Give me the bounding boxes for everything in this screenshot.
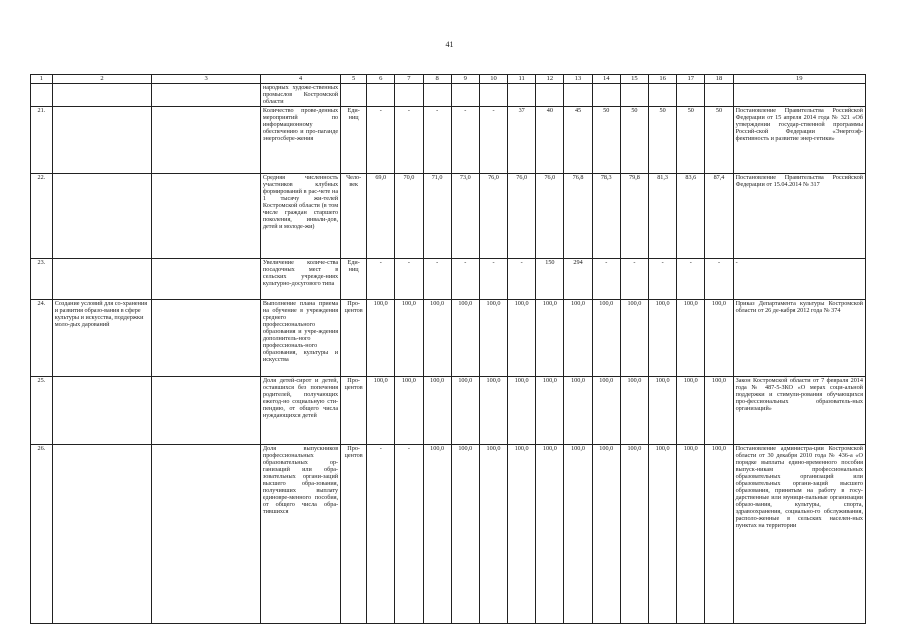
year-value: 83,6: [677, 174, 705, 259]
year-value: 100,0: [592, 377, 620, 445]
goal-cell: [52, 445, 152, 624]
basis-cell: Приказ Департамента культуры Костромской области от 26 де-кабря 2012 года № 374: [733, 300, 865, 377]
basis-cell: Постановление Правительства Российской Федерации от 15 апреля 2014 года № 321 «Об утверждении государ-ственной программы Россий-ской Федерации «Энергоэф-фективность и развитие энер-гетики»: [733, 107, 865, 174]
year-value: -: [367, 445, 395, 624]
year-value: 100,0: [705, 377, 733, 445]
year-value: 50: [705, 107, 733, 174]
header-cell-11: 11: [508, 75, 536, 84]
year-value: 100,0: [705, 445, 733, 624]
header-cell-2: 2: [52, 75, 152, 84]
header-cell-4: 4: [260, 75, 340, 84]
basis-cell: Закон Костромской области от 7 февраля 2014 года № 487-5-ЗКО «О мерах соци-альной поддержки и стимули-рования обучающихся про-фессиональных образователь-ных организаций»: [733, 377, 865, 445]
year-value: [620, 84, 648, 107]
indicator-name: Увеличение количе-ства посадочных мест в сельских учрежде-ниях культурно-досугового типа: [260, 259, 340, 300]
year-value: 69,0: [367, 174, 395, 259]
year-value: 50: [649, 107, 677, 174]
goal-cell: [52, 259, 152, 300]
task-cell: [152, 377, 260, 445]
year-value: -: [367, 107, 395, 174]
year-value: -: [620, 259, 648, 300]
year-value: 100,0: [451, 445, 479, 624]
year-value: [395, 84, 423, 107]
task-cell: [152, 84, 260, 107]
year-value: 100,0: [508, 445, 536, 624]
year-value: 100,0: [649, 300, 677, 377]
header-cell-17: 17: [677, 75, 705, 84]
header-cell-15: 15: [620, 75, 648, 84]
year-value: 150: [536, 259, 564, 300]
year-value: 37: [508, 107, 536, 174]
year-value: 100,0: [395, 300, 423, 377]
year-value: 71,0: [423, 174, 451, 259]
year-value: [508, 84, 536, 107]
task-cell: [152, 259, 260, 300]
year-value: -: [705, 259, 733, 300]
year-value: 100,0: [395, 377, 423, 445]
header-cell-5: 5: [341, 75, 367, 84]
year-value: -: [649, 259, 677, 300]
goal-cell: [52, 377, 152, 445]
header-cell-8: 8: [423, 75, 451, 84]
year-value: 100,0: [451, 377, 479, 445]
year-value: 76,0: [536, 174, 564, 259]
task-cell: [152, 445, 260, 624]
year-value: 100,0: [592, 300, 620, 377]
year-value: 40: [536, 107, 564, 174]
table-row: [31, 445, 866, 624]
year-value: 100,0: [423, 445, 451, 624]
year-value: 100,0: [536, 445, 564, 624]
goal-cell: Создание условий для со-хранения и развития образо-вания в сфере культуры и искусства, поддержки моло-дых дарований: [52, 300, 152, 377]
year-value: 294: [564, 259, 592, 300]
year-value: 100,0: [649, 377, 677, 445]
year-value: [705, 84, 733, 107]
year-value: -: [451, 259, 479, 300]
year-value: 100,0: [620, 445, 648, 624]
year-value: 100,0: [451, 300, 479, 377]
year-value: [564, 84, 592, 107]
unit-cell: Чело-век: [341, 174, 367, 259]
row-number: 22.: [31, 174, 53, 259]
table-row: [31, 107, 866, 174]
indicator-name: Количество прове-денных мероприятий по информационному обеспечению и про-паганде энергосбере-жения: [260, 107, 340, 174]
year-value: 100,0: [564, 445, 592, 624]
header-cell-1: 1: [31, 75, 53, 84]
year-value: 45: [564, 107, 592, 174]
unit-cell: Про-центов: [341, 300, 367, 377]
goal-cell: [52, 107, 152, 174]
year-value: 100,0: [508, 300, 536, 377]
year-value: -: [423, 107, 451, 174]
year-value: 87,4: [705, 174, 733, 259]
header-cell-16: 16: [649, 75, 677, 84]
year-value: 76,0: [479, 174, 507, 259]
year-value: -: [479, 107, 507, 174]
year-value: 100,0: [677, 445, 705, 624]
year-value: 100,0: [367, 300, 395, 377]
year-value: 76,8: [564, 174, 592, 259]
year-value: [367, 84, 395, 107]
row-number: [31, 84, 53, 107]
indicators-table: [30, 74, 866, 624]
page-number: 41: [445, 40, 454, 49]
basis-cell: [733, 84, 865, 107]
unit-cell: Еди-ниц: [341, 107, 367, 174]
header-cell-19: 19: [733, 75, 865, 84]
unit-cell: [341, 84, 367, 107]
year-value: -: [508, 259, 536, 300]
year-value: -: [677, 259, 705, 300]
basis-cell: Постановление администра-ции Костромской области от 30 декабря 2010 года № 436-а «О порядке выплаты едино-временного пособия выпуск-никам профессиональных образовательных организаций или образовательных органи-заций высшего образования, принятым на работу в госу-дарственные или муници-пальные организации образо-вания, культуры, спорта, здравоохранения, социально-го обслуживания, располо-женные в сельских населен-ных пунктах на территории: [733, 445, 865, 624]
year-value: 100,0: [564, 300, 592, 377]
year-value: 100,0: [423, 377, 451, 445]
basis-cell: Постановление Правительства Российской Федерации от 15.04.2014 № 317: [733, 174, 865, 259]
year-value: 100,0: [677, 377, 705, 445]
indicator-name: Выполнение плана приема на обучение в учреждения среднего профессионального образования и учре-ждения дополнитель-ного профессиональ-ного образования, культуры и искусства: [260, 300, 340, 377]
year-value: 100,0: [620, 377, 648, 445]
header-cell-3: 3: [152, 75, 260, 84]
row-number: 23.: [31, 259, 53, 300]
year-value: -: [367, 259, 395, 300]
row-number: 24.: [31, 300, 53, 377]
year-value: [592, 84, 620, 107]
year-value: -: [479, 259, 507, 300]
year-value: [479, 84, 507, 107]
year-value: 50: [677, 107, 705, 174]
header-cell-14: 14: [592, 75, 620, 84]
year-value: 100,0: [592, 445, 620, 624]
row-number: 25.: [31, 377, 53, 445]
year-value: -: [395, 259, 423, 300]
table-row: [31, 377, 866, 445]
year-value: 70,0: [395, 174, 423, 259]
indicator-name: Средняя численность участников клубных формирований в рас-чете на 1 тысячу жи-телей Костромской области (в том числе граждан старшего поколения, инвали-дов, детей и молоде-жи): [260, 174, 340, 259]
header-cell-6: 6: [367, 75, 395, 84]
table-row: [31, 300, 866, 377]
year-value: 100,0: [564, 377, 592, 445]
header-cell-9: 9: [451, 75, 479, 84]
year-value: -: [395, 445, 423, 624]
table-row: [31, 259, 866, 300]
year-value: 100,0: [367, 377, 395, 445]
task-cell: [152, 300, 260, 377]
indicator-name: народных художе-ственных промыслов Костромской области: [260, 84, 340, 107]
indicator-name: Доля детей-сирот и детей, оставшихся без попечения родителей, получающих ежегод-но социальную сти-пендию, от общего числа нуждающихся детей: [260, 377, 340, 445]
unit-cell: Про-центов: [341, 377, 367, 445]
year-value: [649, 84, 677, 107]
row-number: 21.: [31, 107, 53, 174]
year-value: 81,3: [649, 174, 677, 259]
year-value: [451, 84, 479, 107]
goal-cell: [52, 84, 152, 107]
header-cell-13: 13: [564, 75, 592, 84]
year-value: 100,0: [508, 377, 536, 445]
goal-cell: [52, 174, 152, 259]
year-value: 100,0: [649, 445, 677, 624]
year-value: 50: [620, 107, 648, 174]
basis-cell: -: [733, 259, 865, 300]
header-cell-12: 12: [536, 75, 564, 84]
year-value: [423, 84, 451, 107]
year-value: 100,0: [479, 377, 507, 445]
year-value: -: [395, 107, 423, 174]
year-value: [536, 84, 564, 107]
year-value: -: [451, 107, 479, 174]
year-value: 100,0: [620, 300, 648, 377]
year-value: 76,0: [508, 174, 536, 259]
year-value: 79,8: [620, 174, 648, 259]
header-row: [31, 75, 866, 84]
table-row: [31, 174, 866, 259]
unit-cell: Еди-ниц: [341, 259, 367, 300]
year-value: -: [592, 259, 620, 300]
header-cell-7: 7: [395, 75, 423, 84]
year-value: 100,0: [479, 445, 507, 624]
year-value: 78,3: [592, 174, 620, 259]
header-cell-18: 18: [705, 75, 733, 84]
task-cell: [152, 174, 260, 259]
year-value: 100,0: [536, 300, 564, 377]
year-value: 100,0: [677, 300, 705, 377]
row-number: 26.: [31, 445, 53, 624]
year-value: 50: [592, 107, 620, 174]
table-row: [31, 84, 866, 107]
task-cell: [152, 107, 260, 174]
year-value: 100,0: [536, 377, 564, 445]
header-cell-10: 10: [479, 75, 507, 84]
indicator-name: Доля выпускников профессиональных образовательных ор-ганизаций или обра-зовательных органи-заций высшего обра-зования, получивших выплату единовре-менного пособия, от общего числа обра-тившихся: [260, 445, 340, 624]
year-value: 73,0: [451, 174, 479, 259]
year-value: [677, 84, 705, 107]
year-value: 100,0: [479, 300, 507, 377]
unit-cell: Про-центов: [341, 445, 367, 624]
year-value: 100,0: [705, 300, 733, 377]
year-value: -: [423, 259, 451, 300]
year-value: 100,0: [423, 300, 451, 377]
